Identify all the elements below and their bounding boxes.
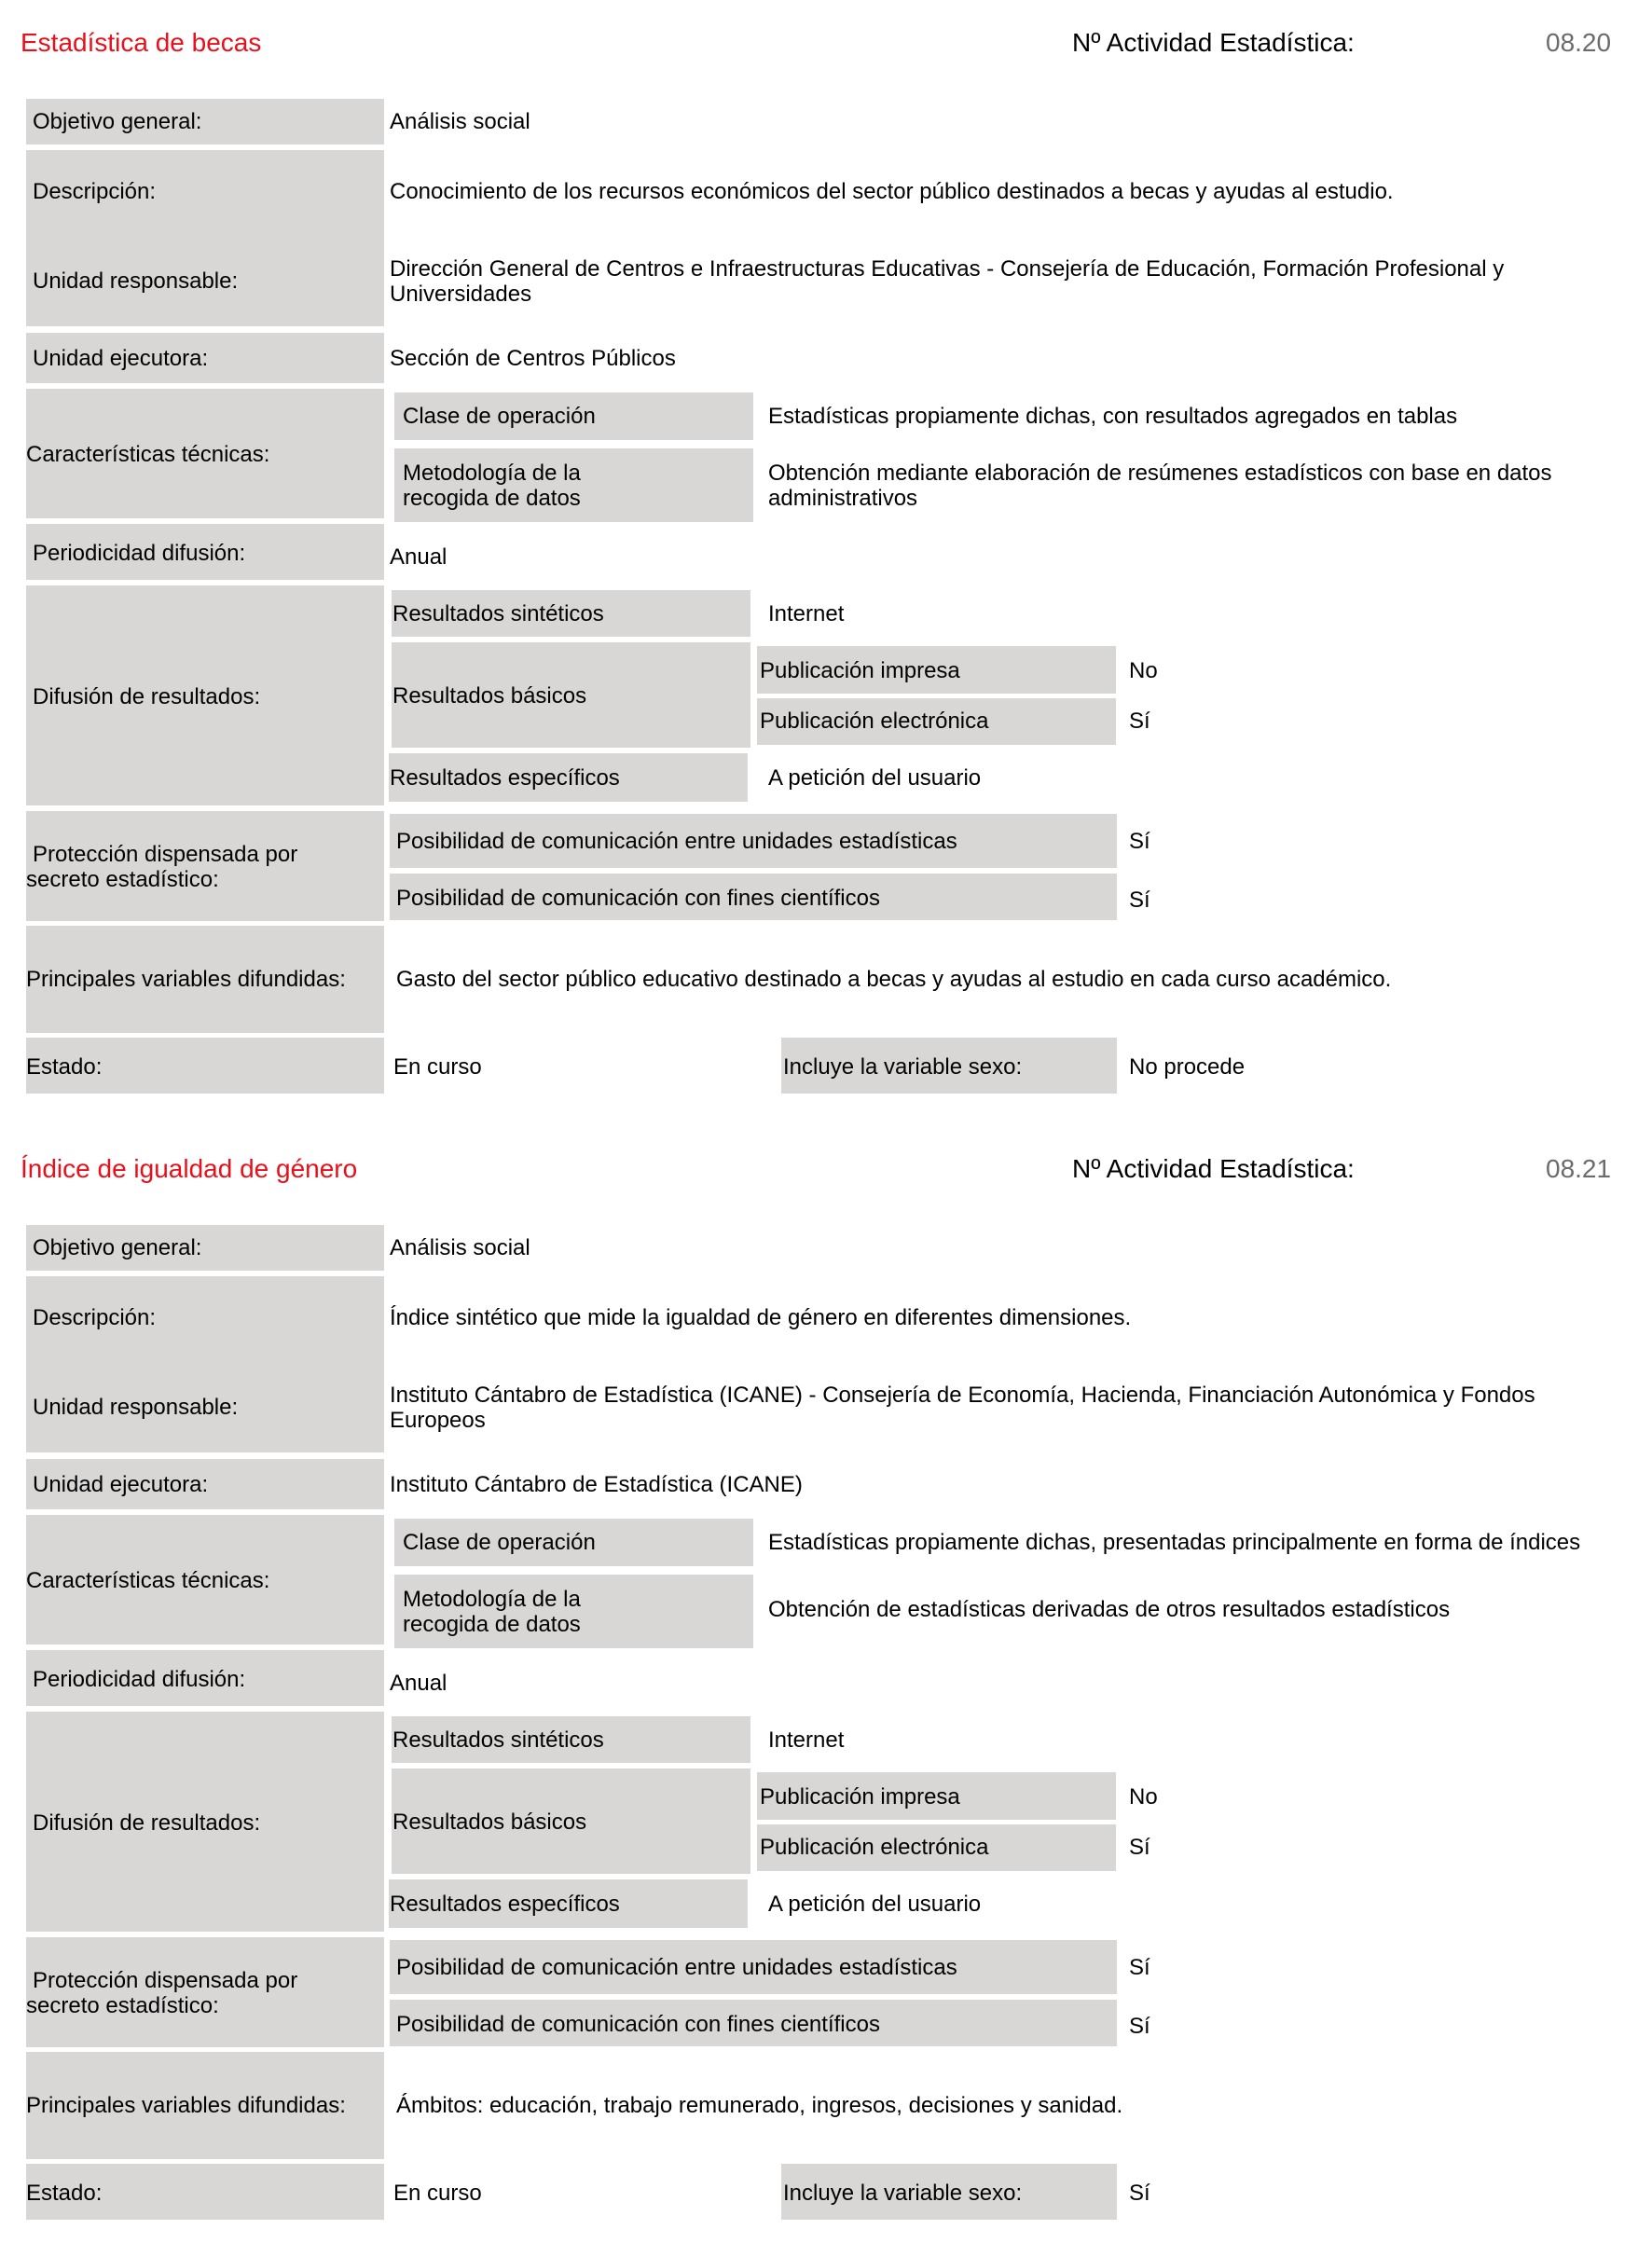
value-metodologia-line2: administrativos (768, 486, 918, 511)
value-unidad-responsable-line2: Universidades (390, 282, 532, 307)
label-pos-unidades: Posibilidad de comunicación entre unidades estadísticas (396, 1955, 957, 1980)
value-pos-cientificos: Sí (1129, 888, 1150, 913)
label-proteccion-line2: secreto estadístico: (26, 1993, 219, 2018)
label-metodologia-line1: Metodología de la (403, 461, 581, 486)
label-principales: Principales variables difundidas: (26, 967, 346, 992)
value-incluye-sexo: Sí (1129, 2181, 1150, 2206)
value-unidad-ejecutora: Instituto Cántabro de Estadística (ICANE) (390, 1472, 803, 1497)
label-incluye-sexo: Incluye la variable sexo: (783, 2181, 1023, 2206)
value-pos-unidades: Sí (1129, 1955, 1150, 1980)
record-title: Índice de igualdad de género (21, 1154, 358, 1183)
label-unidad-ejecutora: Unidad ejecutora: (33, 1472, 209, 1497)
value-metodologia-line1: Obtención de estadísticas derivadas de otros resultados estadísticos (768, 1597, 1451, 1622)
value-descripcion: Conocimiento de los recursos económicos del sector público destinados a becas y ayudas al estudio. (390, 179, 1394, 204)
label-caracteristicas: Características técnicas: (26, 442, 270, 467)
value-unidad-responsable-line2: Europeos (390, 1408, 486, 1433)
value-pos-cientificos: Sí (1129, 2014, 1150, 2039)
label-metodologia-line2: recogida de datos (403, 486, 581, 511)
label-cell-descripcion-unidad (26, 150, 384, 326)
label-clase-operacion: Clase de operación (403, 1530, 596, 1555)
label-objetivo: Objetivo general: (33, 1235, 202, 1260)
label-caracteristicas: Características técnicas: (26, 1568, 270, 1593)
value-principales: Ámbitos: educación, trabajo remunerado, ingresos, decisiones y sanidad. (396, 2093, 1123, 2118)
label-pub-electronica: Publicación electrónica (760, 1835, 989, 1860)
value-objetivo: Análisis social (390, 1235, 530, 1260)
label-estado: Estado: (26, 2181, 103, 2206)
label-objetivo: Objetivo general: (33, 109, 202, 134)
value-objetivo: Análisis social (390, 109, 530, 134)
value-incluye-sexo: No procede (1129, 1054, 1246, 1080)
value-res-especificos: A petición del usuario (768, 1892, 982, 1917)
label-clase-operacion: Clase de operación (403, 404, 596, 429)
label-pos-unidades: Posibilidad de comunicación entre unidades estadísticas (396, 829, 957, 854)
value-unidad-responsable-line1: Instituto Cántabro de Estadística (ICANE) - Consejería de Economía, Hacienda, Financiación Autonómica y Fondos (390, 1383, 1535, 1408)
label-proteccion-line2: secreto estadístico: (26, 867, 219, 892)
value-periodicidad: Anual (390, 544, 447, 570)
value-pub-impresa: No (1129, 658, 1158, 683)
label-proteccion-line1: Protección dispensada por (33, 1968, 298, 1993)
label-res-sinteticos: Resultados sintéticos (392, 1727, 604, 1753)
label-difusion: Difusión de resultados: (33, 684, 261, 709)
label-unidad-responsable: Unidad responsable: (33, 268, 239, 294)
label-pub-impresa: Publicación impresa (760, 1784, 960, 1810)
label-principales: Principales variables difundidas: (26, 2093, 346, 2118)
value-periodicidad: Anual (390, 1671, 447, 1696)
label-difusion: Difusión de resultados: (33, 1810, 261, 1836)
value-res-sinteticos: Internet (768, 601, 845, 626)
label-incluye-sexo: Incluye la variable sexo: (783, 1054, 1023, 1080)
activity-number-label: Nº Actividad Estadística: (1072, 1154, 1355, 1183)
value-estado: En curso (393, 1054, 482, 1080)
value-pub-impresa: No (1129, 1784, 1158, 1810)
label-res-especificos: Resultados específicos (390, 1892, 620, 1917)
value-pos-unidades: Sí (1129, 829, 1150, 854)
value-estado: En curso (393, 2181, 482, 2206)
value-clase-operacion: Estadísticas propiamente dichas, presentadas principalmente en forma de índices (768, 1530, 1581, 1555)
value-principales: Gasto del sector público educativo destinado a becas y ayudas al estudio en cada curso académico. (396, 967, 1392, 992)
label-metodologia-line1: Metodología de la (403, 1587, 581, 1612)
value-pub-electronica: Sí (1129, 709, 1150, 734)
label-unidad-responsable: Unidad responsable: (33, 1395, 239, 1420)
label-res-basicos: Resultados básicos (392, 1810, 587, 1835)
label-descripcion: Descripción: (33, 179, 157, 204)
label-proteccion-line1: Protección dispensada por (33, 842, 298, 867)
label-res-sinteticos: Resultados sintéticos (392, 601, 604, 626)
record-title: Estadística de becas (21, 28, 262, 57)
label-res-basicos: Resultados básicos (392, 683, 587, 709)
label-estado: Estado: (26, 1054, 103, 1080)
label-periodicidad: Periodicidad difusión: (33, 1667, 246, 1692)
value-res-especificos: A petición del usuario (768, 765, 982, 791)
value-res-sinteticos: Internet (768, 1727, 845, 1753)
label-pos-cientificos: Posibilidad de comunicación con fines científicos (396, 2012, 880, 2037)
label-descripcion: Descripción: (33, 1305, 157, 1330)
label-pos-cientificos: Posibilidad de comunicación con fines científicos (396, 886, 880, 911)
value-unidad-responsable-line1: Dirección General de Centros e Infraestructuras Educativas - Consejería de Educación, Formación Profesional y (390, 256, 1505, 282)
label-pub-electronica: Publicación electrónica (760, 709, 989, 734)
value-clase-operacion: Estadísticas propiamente dichas, con resultados agregados en tablas (768, 404, 1458, 429)
label-metodologia-line2: recogida de datos (403, 1612, 581, 1637)
label-unidad-ejecutora: Unidad ejecutora: (33, 346, 209, 371)
value-metodologia-line1: Obtención mediante elaboración de resúmenes estadísticos con base en datos (768, 461, 1552, 486)
activity-number: 08.21 (1546, 1154, 1612, 1183)
label-cell-descripcion-unidad (26, 1276, 384, 1452)
label-periodicidad: Periodicidad difusión: (33, 541, 246, 566)
label-pub-impresa: Publicación impresa (760, 658, 960, 683)
activity-number: 08.20 (1546, 28, 1612, 57)
value-descripcion: Índice sintético que mide la igualdad de género en diferentes dimensiones. (390, 1305, 1132, 1330)
value-unidad-ejecutora: Sección de Centros Públicos (390, 346, 676, 371)
activity-number-label: Nº Actividad Estadística: (1072, 28, 1355, 57)
value-pub-electronica: Sí (1129, 1835, 1150, 1860)
label-res-especificos: Resultados específicos (390, 765, 620, 791)
